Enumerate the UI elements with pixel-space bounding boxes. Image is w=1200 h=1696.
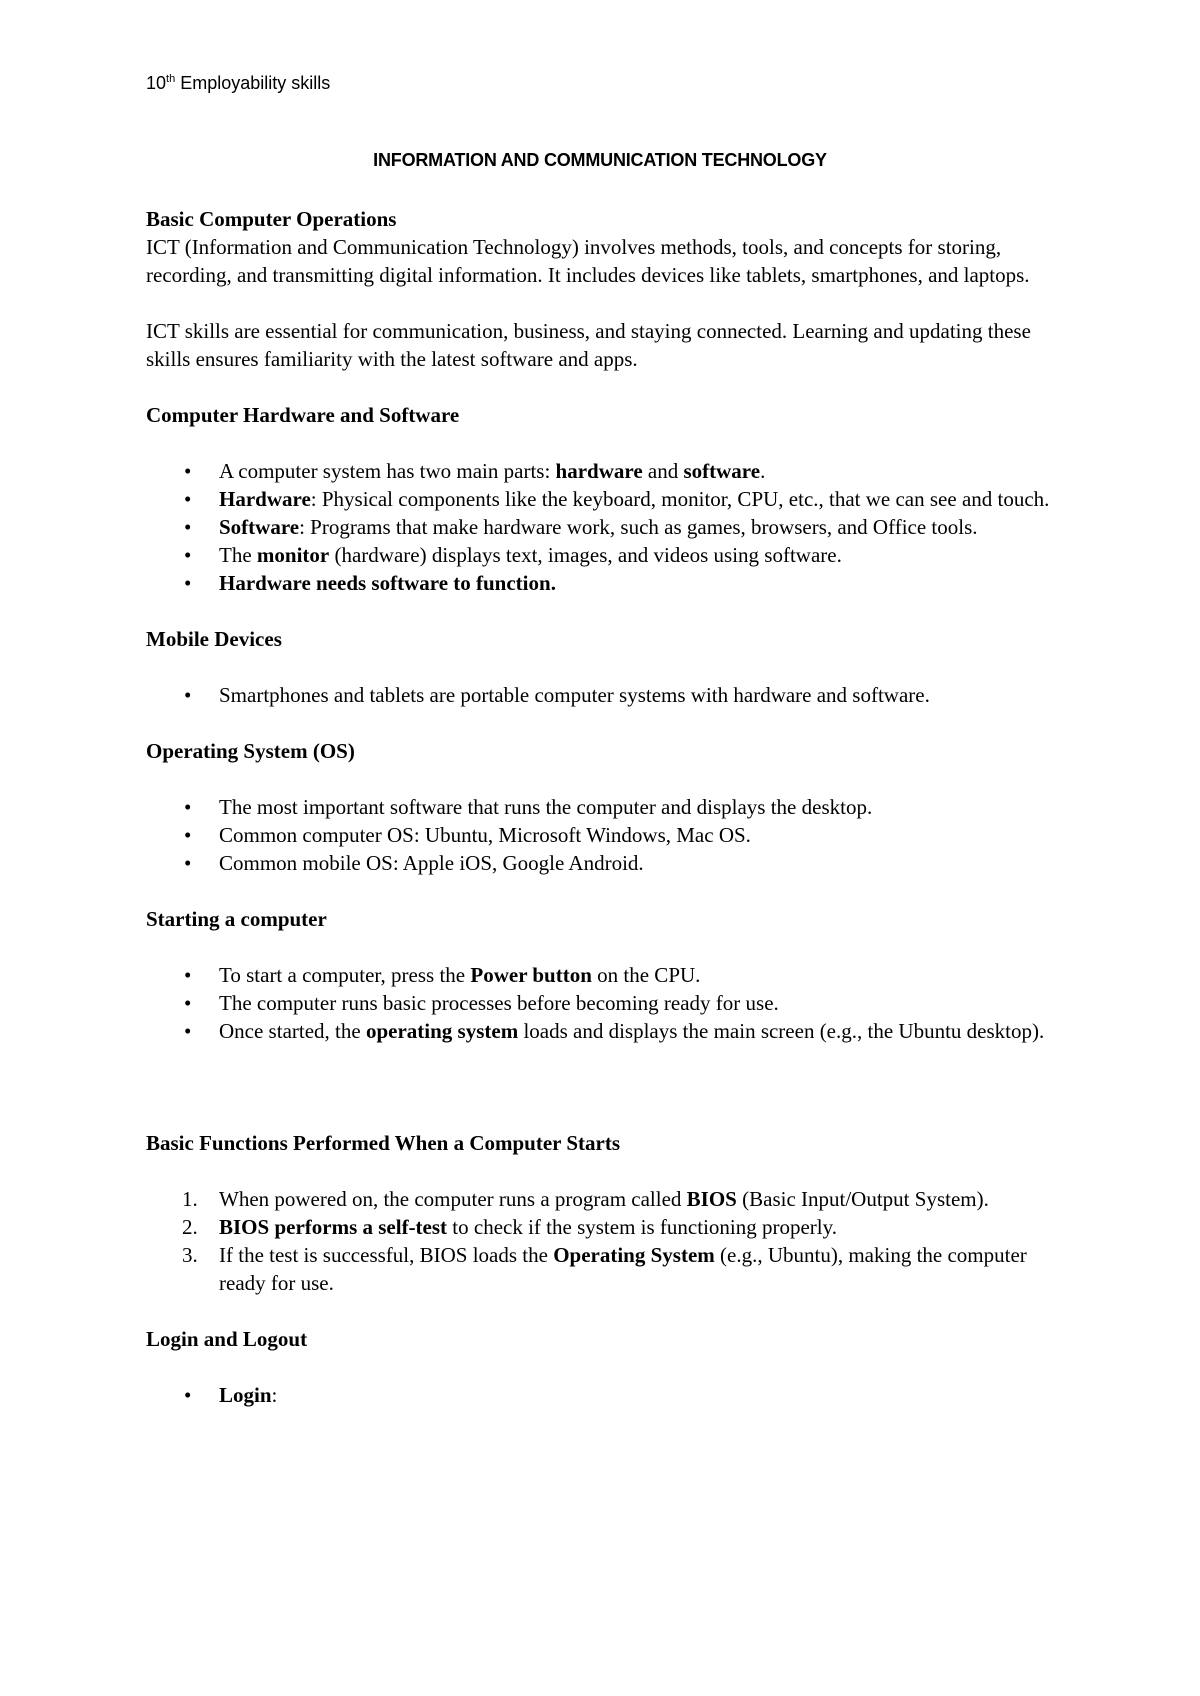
list-item: • Login:	[184, 1383, 278, 1407]
list-item: 1. When powered on, the computer runs a program called BIOS (Basic Input/Output System).	[182, 1187, 989, 1211]
bullet-icon: •	[184, 1383, 192, 1407]
list-item: • A computer system has two main parts: hardware and software.	[184, 459, 766, 483]
bullet-icon: •	[184, 963, 192, 987]
list-item: • Hardware: Physical components like the keyboard, monitor, CPU, etc., that we can see and touch.	[184, 487, 1050, 511]
bullet-icon: •	[184, 543, 192, 567]
list-item: 2. BIOS performs a self-test to check if the system is functioning properly.	[182, 1215, 838, 1239]
operating-system-list	[146, 793, 1076, 877]
list-item: • The most important software that runs the computer and displays the desktop.	[184, 795, 873, 819]
grade-number: 10	[146, 73, 167, 93]
bullet-icon: •	[184, 851, 192, 875]
section-heading-starting-computer: Starting a computer	[146, 907, 327, 931]
document-title: INFORMATION AND COMMUNICATION TECHNOLOGY	[373, 150, 827, 170]
section-heading-operating-system: Operating System (OS)	[146, 739, 355, 763]
list-item: • The monitor (hardware) displays text, images, and videos using software.	[184, 543, 842, 567]
bullet-icon: •	[184, 459, 192, 483]
login-logout-list	[146, 1381, 1076, 1409]
bullet-icon: •	[184, 515, 192, 539]
mobile-devices-list	[146, 681, 1076, 709]
starting-computer-list	[146, 961, 1076, 1045]
bullet-icon: •	[184, 683, 192, 707]
section-heading-login-logout: Login and Logout	[146, 1327, 308, 1351]
list-item: 3. If the test is successful, BIOS loads the Operating System (e.g., Ubuntu), making the computer ready for use.	[182, 1243, 1027, 1295]
list-number: 1.	[182, 1187, 198, 1211]
list-number: 2.	[182, 1215, 198, 1239]
bullet-icon: •	[184, 487, 192, 511]
section-heading-hardware-software: Computer Hardware and Software	[146, 403, 460, 427]
page-header	[146, 73, 330, 94]
section-heading-basic-operations: Basic Computer Operations	[146, 207, 397, 231]
bullet-icon: •	[184, 1019, 192, 1043]
list-item: • Once started, the operating system loads and displays the main screen (e.g., the Ubuntu desktop).	[184, 1019, 1045, 1043]
list-item: • Common mobile OS: Apple iOS, Google Android.	[184, 851, 644, 875]
list-item: • Hardware needs software to function.	[184, 571, 556, 595]
bullet-icon: •	[184, 991, 192, 1015]
list-item: • Software: Programs that make hardware work, such as games, browsers, and Office tools.	[184, 515, 978, 539]
list-item: • The computer runs basic processes before becoming ready for use.	[184, 991, 779, 1015]
document-body	[146, 205, 1076, 1409]
list-item: • To start a computer, press the Power button on the CPU.	[184, 963, 701, 987]
paragraph-ict-definition: ICT (Information and Communication Technology) involves methods, tools, and concepts for storing, recording, and transmitting digital information. It includes devices like tablets, smartphones, and laptops.	[146, 235, 1030, 287]
list-number: 3.	[182, 1243, 198, 1267]
bullet-icon: •	[184, 571, 192, 595]
bullet-icon: •	[184, 795, 192, 819]
list-item: • Smartphones and tablets are portable computer systems with hardware and software.	[184, 683, 930, 707]
hardware-software-list	[146, 457, 1076, 597]
grade-suffix: th	[166, 73, 176, 85]
section-heading-basic-functions: Basic Functions Performed When a Computer Starts	[146, 1131, 621, 1155]
subject-name: Employability skills	[180, 73, 331, 93]
basic-functions-list	[146, 1185, 1076, 1297]
paragraph-ict-skills: ICT skills are essential for communication, business, and staying connected. Learning and updating these skills ensures familiarity with the latest software and apps.	[146, 319, 1031, 371]
section-heading-mobile-devices: Mobile Devices	[146, 627, 282, 651]
list-item: • Common computer OS: Ubuntu, Microsoft Windows, Mac OS.	[184, 823, 751, 847]
bullet-icon: •	[184, 823, 192, 847]
